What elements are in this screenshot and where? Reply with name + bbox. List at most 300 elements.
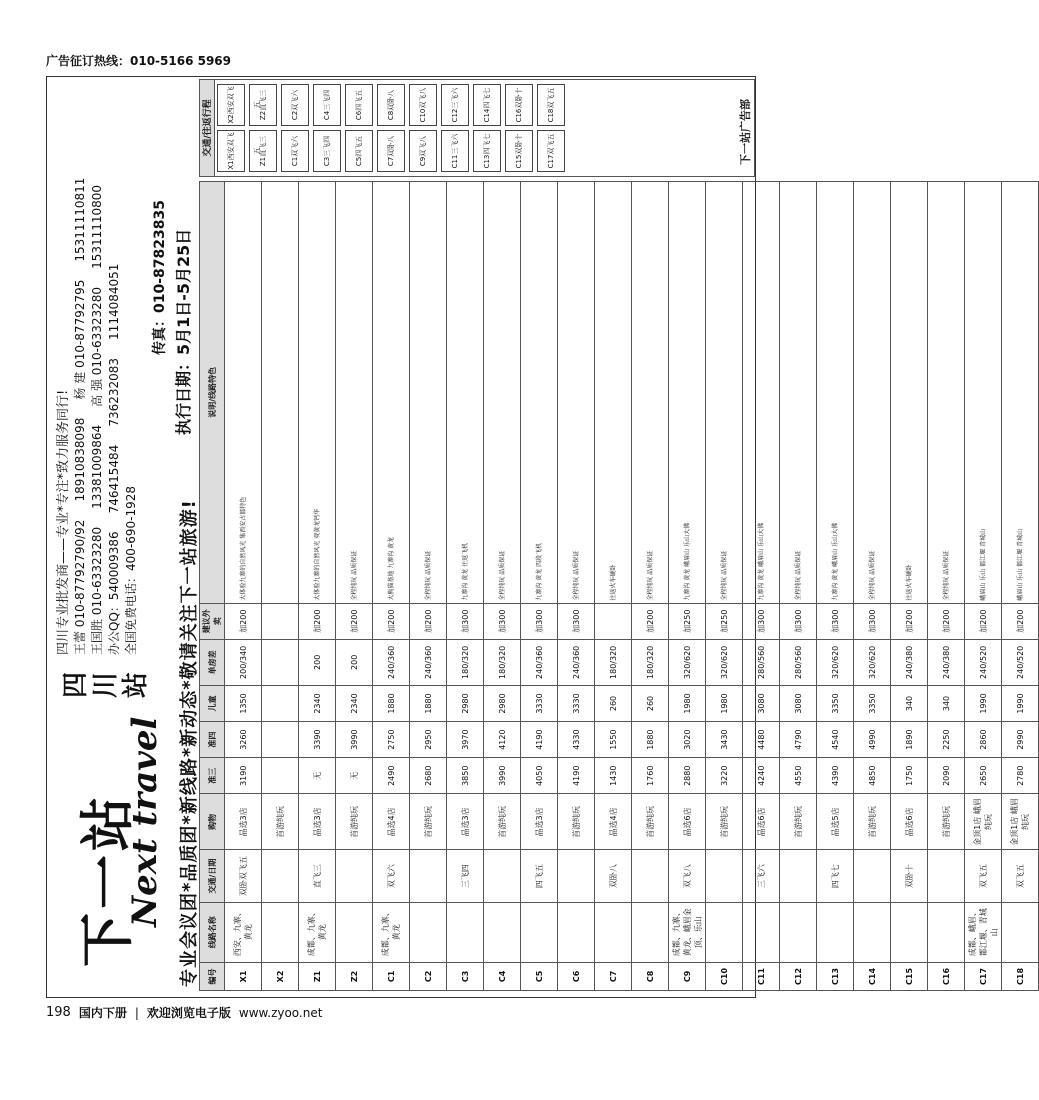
- cell-code: Z2: [336, 962, 373, 990]
- footer-divider: |: [134, 1005, 139, 1020]
- side-trip-box: C13四飞七: [473, 130, 501, 172]
- contact-text: 1114084051: [107, 263, 121, 340]
- ad-hotline: 广告征订热线：010-5166 5969: [46, 54, 232, 68]
- cell-shop: 首游纯玩: [780, 794, 817, 850]
- table-row: [373, 182, 410, 991]
- cell-code: Z1: [299, 962, 336, 990]
- cell-desc: 全程纯玩 品质保证: [928, 182, 965, 604]
- cell-child: 2980: [484, 685, 521, 721]
- cell-sell: 加200: [965, 603, 1002, 639]
- side-trip-box: C10双飞八: [409, 84, 437, 126]
- cell-desc: 全程纯玩 品质保证: [558, 182, 595, 604]
- side-trip-row: [343, 80, 375, 176]
- cell-single: 240/360: [558, 639, 595, 685]
- cell-child: 260: [632, 685, 669, 721]
- cell-z3: 4550: [780, 758, 817, 794]
- cell-desc: 峨眉山 乐山 都江堰 青城山: [965, 182, 1002, 604]
- cell-desc: 往返火车硬卧: [595, 182, 632, 604]
- section-name: 国内下册: [78, 1006, 127, 1020]
- cell-code: C9: [669, 962, 706, 990]
- cell-single: 240/360: [373, 639, 410, 685]
- cell-code: C18: [1002, 962, 1039, 990]
- cell-code: C5: [521, 962, 558, 990]
- cell-child: 3080: [743, 685, 780, 721]
- cell-traffic: 三飞六: [743, 850, 780, 902]
- logo: [55, 707, 175, 987]
- cell-name: [336, 902, 373, 962]
- cell-z3: 2650: [965, 758, 1002, 794]
- cell-z3: 2680: [410, 758, 447, 794]
- cell-traffic: [854, 850, 891, 902]
- cell-shop: 晶选5店: [817, 794, 854, 850]
- contact-row-1: [72, 178, 89, 655]
- cell-child: 1990: [1002, 685, 1039, 721]
- cell-sell: 加300: [780, 603, 817, 639]
- table-row: [854, 182, 891, 991]
- cell-sell: 加200: [299, 603, 336, 639]
- cell-code: C4: [484, 962, 521, 990]
- table-row: [817, 182, 854, 991]
- cell-name: [447, 902, 484, 962]
- cell-sell: 加300: [854, 603, 891, 639]
- cell-name: [780, 902, 817, 962]
- exec-date: 执行日期：5月1日-5月25日: [174, 228, 193, 435]
- side-header: 交通/往返行程: [200, 80, 215, 176]
- cell-single: 240/380: [891, 639, 928, 685]
- cell-z3: 3190: [225, 758, 262, 794]
- table-row: [891, 182, 928, 991]
- cell-traffic: 三飞四: [447, 850, 484, 902]
- side-trip-box: C7双卧八: [377, 130, 405, 172]
- column-header: 交通/日期: [200, 850, 225, 902]
- cell-shop: 金顶1店 峨眉纯玩: [965, 794, 1002, 850]
- cell-z4: 3990: [336, 722, 373, 758]
- cell-traffic: [410, 850, 447, 902]
- side-trip-row: [535, 80, 567, 176]
- cell-shop: 晶选6店: [743, 794, 780, 850]
- cell-traffic: [558, 850, 595, 902]
- cell-name: [521, 902, 558, 962]
- cell-z3: 2780: [1002, 758, 1039, 794]
- cell-sell: 加200: [373, 603, 410, 639]
- welcome-text: 欢迎浏览电子版: [146, 1006, 231, 1020]
- cell-z3: 1430: [595, 758, 632, 794]
- side-trip-row: [375, 80, 407, 176]
- cell-child: 3080: [780, 685, 817, 721]
- cell-z4: 4540: [817, 722, 854, 758]
- cell-shop: 晶选3店: [225, 794, 262, 850]
- cell-child: 1880: [373, 685, 410, 721]
- cell-child: 1980: [706, 685, 743, 721]
- cell-z3: 1750: [891, 758, 928, 794]
- side-trip-box: C4三飞四: [313, 84, 341, 126]
- table-row: [410, 182, 447, 991]
- side-trip-box: X1西安双飞五: [217, 130, 245, 172]
- cell-z4: 3020: [669, 722, 706, 758]
- cell-traffic: 双卧双飞五: [225, 850, 262, 902]
- cell-traffic: 双飞五: [965, 850, 1002, 902]
- cell-desc: 九寨沟 黄龙 往返飞机: [447, 182, 484, 604]
- contact-text: 杨 建 010-87792795: [73, 279, 87, 400]
- cell-child: 2340: [336, 685, 373, 721]
- cell-name: [854, 902, 891, 962]
- cell-desc: 峨眉山 乐山 都江堰 青城山: [1002, 182, 1039, 604]
- cell-single: 180/320: [595, 639, 632, 685]
- cell-name: 成都、九寨、黄龙、峨眉金顶、乐山: [669, 902, 706, 962]
- cell-desc: 全程纯玩 品质保证: [484, 182, 521, 604]
- cell-z4: 3970: [447, 722, 484, 758]
- cell-code: C11: [743, 962, 780, 990]
- column-header: 编号: [200, 962, 225, 990]
- cell-single: 200: [336, 639, 373, 685]
- cell-name: [817, 902, 854, 962]
- cell-name: [410, 902, 447, 962]
- side-trip-row: [247, 80, 279, 176]
- column-header: 说明/线路特色: [200, 182, 225, 604]
- cell-sell: 加300: [447, 603, 484, 639]
- cell-child: 1980: [669, 685, 706, 721]
- cell-code: C8: [632, 962, 669, 990]
- side-trip-box: C11三飞六: [441, 130, 469, 172]
- cell-desc: 全程纯玩 品质保证: [336, 182, 373, 604]
- cell-z3: 无: [299, 758, 336, 794]
- cell-desc: 九寨沟 黄龙 峨眉山 乐山大佛: [669, 182, 706, 604]
- column-header: 线路名称: [200, 902, 225, 962]
- cell-single: [262, 639, 299, 685]
- logo-sub-text: Next travel: [125, 716, 165, 927]
- side-trip-box: Z1直飞三: [249, 130, 277, 172]
- cell-traffic: 双飞六: [373, 850, 410, 902]
- side-trip-box: C18双飞五: [537, 84, 565, 126]
- cell-single: 240/360: [410, 639, 447, 685]
- cell-sell: 加200: [225, 603, 262, 639]
- cell-sell: 加300: [484, 603, 521, 639]
- cell-z4: 4990: [854, 722, 891, 758]
- cell-traffic: [780, 850, 817, 902]
- cell-traffic: 双飞八: [669, 850, 706, 902]
- cell-shop: 晶选4店: [373, 794, 410, 850]
- cell-z3: 3990: [484, 758, 521, 794]
- cell-z4: 4190: [521, 722, 558, 758]
- cell-child: 1350: [225, 685, 262, 721]
- side-trip-panel: [199, 79, 755, 177]
- column-header: 准四: [200, 722, 225, 758]
- cell-desc: 九寨沟 黄龙 四段飞机: [521, 182, 558, 604]
- cell-single: 200/340: [225, 639, 262, 685]
- cell-traffic: [262, 850, 299, 902]
- side-trip-box: C2双飞六: [281, 84, 309, 126]
- cell-child: 2980: [447, 685, 484, 721]
- cell-sell: 加300: [521, 603, 558, 639]
- cell-z3: 4390: [817, 758, 854, 794]
- table-row: [447, 182, 484, 991]
- cell-name: [595, 902, 632, 962]
- cell-shop: 金顶1店 峨眉纯玩: [1002, 794, 1039, 850]
- cell-code: C13: [817, 962, 854, 990]
- cell-traffic: 双卧十: [891, 850, 928, 902]
- cell-shop: 晶选3店: [521, 794, 558, 850]
- contact-text: 王国胜 010-63323280: [90, 526, 104, 655]
- cell-single: 280/560: [743, 639, 780, 685]
- cell-code: X2: [262, 962, 299, 990]
- business-line: 四川专业批发商——专业*专注*致力服务同行!: [56, 389, 71, 655]
- cell-single: 240/520: [1002, 639, 1039, 685]
- contact-text: 18910838098: [73, 417, 87, 502]
- cell-z4: 4790: [780, 722, 817, 758]
- cell-traffic: 四飞五: [521, 850, 558, 902]
- cell-single: 320/620: [817, 639, 854, 685]
- cell-shop: 首游纯玩: [484, 794, 521, 850]
- cell-name: [891, 902, 928, 962]
- cell-name: [632, 902, 669, 962]
- next-ad-label: 下一站广告部: [739, 99, 752, 165]
- cell-name: 成都、九寨、黄龙: [299, 902, 336, 962]
- cell-shop: 晶选6店: [669, 794, 706, 850]
- cell-name: [928, 902, 965, 962]
- cell-child: 340: [928, 685, 965, 721]
- contact-text: 736232083: [107, 357, 121, 427]
- side-trip-row: [471, 80, 503, 176]
- column-header: 准三: [200, 758, 225, 794]
- cell-traffic: [484, 850, 521, 902]
- contact-text: 15311110811: [73, 177, 87, 262]
- cell-z4: 4120: [484, 722, 521, 758]
- cell-child: 260: [595, 685, 632, 721]
- cell-z4: 2950: [410, 722, 447, 758]
- cell-z3: 2090: [928, 758, 965, 794]
- table-row: [262, 182, 299, 991]
- contact-text: 13381009864: [90, 424, 104, 509]
- contacts-block: [55, 178, 140, 655]
- cell-traffic: [632, 850, 669, 902]
- cell-child: 1990: [965, 685, 1002, 721]
- cell-code: C2: [410, 962, 447, 990]
- cell-child: 3350: [817, 685, 854, 721]
- cell-desc: [262, 182, 299, 604]
- contact-text: 15311110800: [90, 184, 104, 269]
- cell-z4: 3430: [706, 722, 743, 758]
- cell-shop: 晶选6店: [891, 794, 928, 850]
- side-trip-row: [279, 80, 311, 176]
- side-trip-box: X2西安双飞五: [217, 84, 245, 126]
- table-row: [484, 182, 521, 991]
- cell-desc: 大熊猫基地 九寨沟 黄龙: [373, 182, 410, 604]
- cell-desc: 全程纯玩 品质保证: [706, 182, 743, 604]
- table-row: [669, 182, 706, 991]
- side-trip-box: C12三飞六: [441, 84, 469, 126]
- cell-name: [1002, 902, 1039, 962]
- contact-row-3: [106, 178, 123, 655]
- site-link[interactable]: www.zyoo.net: [238, 1005, 323, 1020]
- cell-z4: 4480: [743, 722, 780, 758]
- cell-desc: 九寨沟 黄龙 峨眉山 乐山大佛: [743, 182, 780, 604]
- table-header-row: [200, 182, 225, 991]
- cell-z4: [262, 722, 299, 758]
- cell-sell: 加300: [817, 603, 854, 639]
- cell-single: 320/620: [854, 639, 891, 685]
- table-row: [299, 182, 336, 991]
- cell-z4: 1890: [891, 722, 928, 758]
- side-trip-row: [215, 80, 261, 176]
- side-trip-row: [503, 80, 535, 176]
- cell-shop: 首游纯玩: [928, 794, 965, 850]
- cell-shop: 晶选3店: [299, 794, 336, 850]
- cell-single: 180/320: [632, 639, 669, 685]
- cell-sell: 加200: [336, 603, 373, 639]
- cell-name: [706, 902, 743, 962]
- side-trip-row: [407, 80, 439, 176]
- cell-single: 180/320: [447, 639, 484, 685]
- table-row: [965, 182, 1002, 991]
- side-trip-box: C16双卧十: [505, 84, 533, 126]
- side-trip-box: C15双卧十: [505, 130, 533, 172]
- side-trip-box: Z2直飞三: [249, 84, 277, 126]
- side-trip-box: C8双卧八: [377, 84, 405, 126]
- cell-z4: 2860: [965, 722, 1002, 758]
- cell-desc: 大体验九寨的自然风光 观黄龙钙华: [299, 182, 336, 604]
- cell-z3: 无: [336, 758, 373, 794]
- cell-z4: 3260: [225, 722, 262, 758]
- routes-table: [199, 181, 1039, 991]
- cell-code: X1: [225, 962, 262, 990]
- cell-traffic: 双飞五: [1002, 850, 1039, 902]
- cell-z3: [262, 758, 299, 794]
- cell-single: 320/620: [669, 639, 706, 685]
- logo-main-text: 下一站: [75, 793, 139, 967]
- cell-traffic: [336, 850, 373, 902]
- contact-row-2: [89, 178, 106, 655]
- free-hotline: 全国免费电话：400-690-1928: [124, 485, 138, 655]
- cell-single: 240/360: [521, 639, 558, 685]
- cell-code: C12: [780, 962, 817, 990]
- cell-child: 1880: [410, 685, 447, 721]
- cell-z4: 4330: [558, 722, 595, 758]
- cell-desc: 全程纯玩 品质保证: [632, 182, 669, 604]
- slogan: 专业会议团*品质团*新线路*新动态*敬请关注下一站旅游!: [179, 499, 200, 987]
- cell-desc: 全程纯玩 品质保证: [410, 182, 447, 604]
- cell-single: 280/560: [780, 639, 817, 685]
- cell-sell: 加200: [632, 603, 669, 639]
- cell-sell: [262, 603, 299, 639]
- cell-code: C6: [558, 962, 595, 990]
- cell-z4: 2750: [373, 722, 410, 758]
- table-row: [780, 182, 817, 991]
- cell-name: [743, 902, 780, 962]
- cell-code: C15: [891, 962, 928, 990]
- table-row: [928, 182, 965, 991]
- cell-code: C10: [706, 962, 743, 990]
- table-row: [743, 182, 780, 991]
- cell-traffic: [706, 850, 743, 902]
- cell-sell: 加250: [669, 603, 706, 639]
- cell-single: 320/620: [706, 639, 743, 685]
- cell-z3: 4190: [558, 758, 595, 794]
- column-header: 购物: [200, 794, 225, 850]
- cell-shop: 首游纯玩: [336, 794, 373, 850]
- side-trip-row: [439, 80, 471, 176]
- cell-z3: 3850: [447, 758, 484, 794]
- cell-code: C3: [447, 962, 484, 990]
- cell-traffic: 直飞三: [299, 850, 336, 902]
- column-header: 建议外卖: [200, 603, 225, 639]
- side-trip-box: C5四飞五: [345, 130, 373, 172]
- page-footer: [46, 1004, 322, 1021]
- cell-shop: 晶选3店: [447, 794, 484, 850]
- cell-name: 成都、九寨、黄龙: [373, 902, 410, 962]
- table-row: [336, 182, 373, 991]
- cell-child: [262, 685, 299, 721]
- cell-desc: 大体验九寨的自然风光 集西安古都特色: [225, 182, 262, 604]
- cell-desc: 全程纯玩 品质保证: [780, 182, 817, 604]
- cell-code: C17: [965, 962, 1002, 990]
- column-header: 儿童: [200, 685, 225, 721]
- cell-shop: 晶选4店: [595, 794, 632, 850]
- cell-shop: 首游纯玩: [706, 794, 743, 850]
- cell-sell: 加200: [410, 603, 447, 639]
- cell-z4: 3390: [299, 722, 336, 758]
- station-label: 四川站: [61, 672, 151, 699]
- cell-shop: 首游纯玩: [410, 794, 447, 850]
- cell-z4: 2250: [928, 722, 965, 758]
- cell-z3: 4850: [854, 758, 891, 794]
- cell-single: 240/520: [965, 639, 1002, 685]
- side-trip-list: [215, 80, 567, 176]
- table-row: [1002, 182, 1039, 991]
- cell-z3: 2490: [373, 758, 410, 794]
- cell-name: [558, 902, 595, 962]
- cell-name: [262, 902, 299, 962]
- table-row: [521, 182, 558, 991]
- cell-child: 3330: [558, 685, 595, 721]
- cell-desc: 往返火车硬卧: [891, 182, 928, 604]
- cell-child: 340: [891, 685, 928, 721]
- table-row: [706, 182, 743, 991]
- cell-shop: 首游纯玩: [262, 794, 299, 850]
- table-row: [595, 182, 632, 991]
- side-trip-box: C17双飞五: [537, 130, 565, 172]
- contact-text: 746415484: [107, 444, 121, 514]
- cell-code: C1: [373, 962, 410, 990]
- cell-traffic: 双卧八: [595, 850, 632, 902]
- cell-child: 3330: [521, 685, 558, 721]
- cell-shop: 首游纯玩: [558, 794, 595, 850]
- cell-z4: 1550: [595, 722, 632, 758]
- cell-name: 成都、峨眉、都江堰、青城山: [965, 902, 1002, 962]
- cell-child: 2340: [299, 685, 336, 721]
- cell-z3: 3220: [706, 758, 743, 794]
- cell-code: C7: [595, 962, 632, 990]
- cell-desc: 全程纯玩 品质保证: [854, 182, 891, 604]
- cell-sell: 加200: [928, 603, 965, 639]
- side-trip-box: C14四飞七: [473, 84, 501, 126]
- column-header: 单房差: [200, 639, 225, 685]
- cell-sell: 加200: [891, 603, 928, 639]
- page-number: 198: [46, 1005, 71, 1020]
- cell-sell: [595, 603, 632, 639]
- table-row: [225, 182, 262, 991]
- cell-code: C14: [854, 962, 891, 990]
- contact-text: 高 强 010-63323280: [90, 286, 104, 407]
- side-trip-box: C3三飞四: [313, 130, 341, 172]
- rotated-ad-sheet: [47, 77, 1030, 995]
- contact-text: 王蕾 010-87792790/92: [73, 519, 87, 655]
- cell-sell: 加300: [558, 603, 595, 639]
- cell-name: [484, 902, 521, 962]
- cell-sell: 加250: [706, 603, 743, 639]
- cell-child: 3350: [854, 685, 891, 721]
- table-row: [632, 182, 669, 991]
- cell-single: 240/380: [928, 639, 965, 685]
